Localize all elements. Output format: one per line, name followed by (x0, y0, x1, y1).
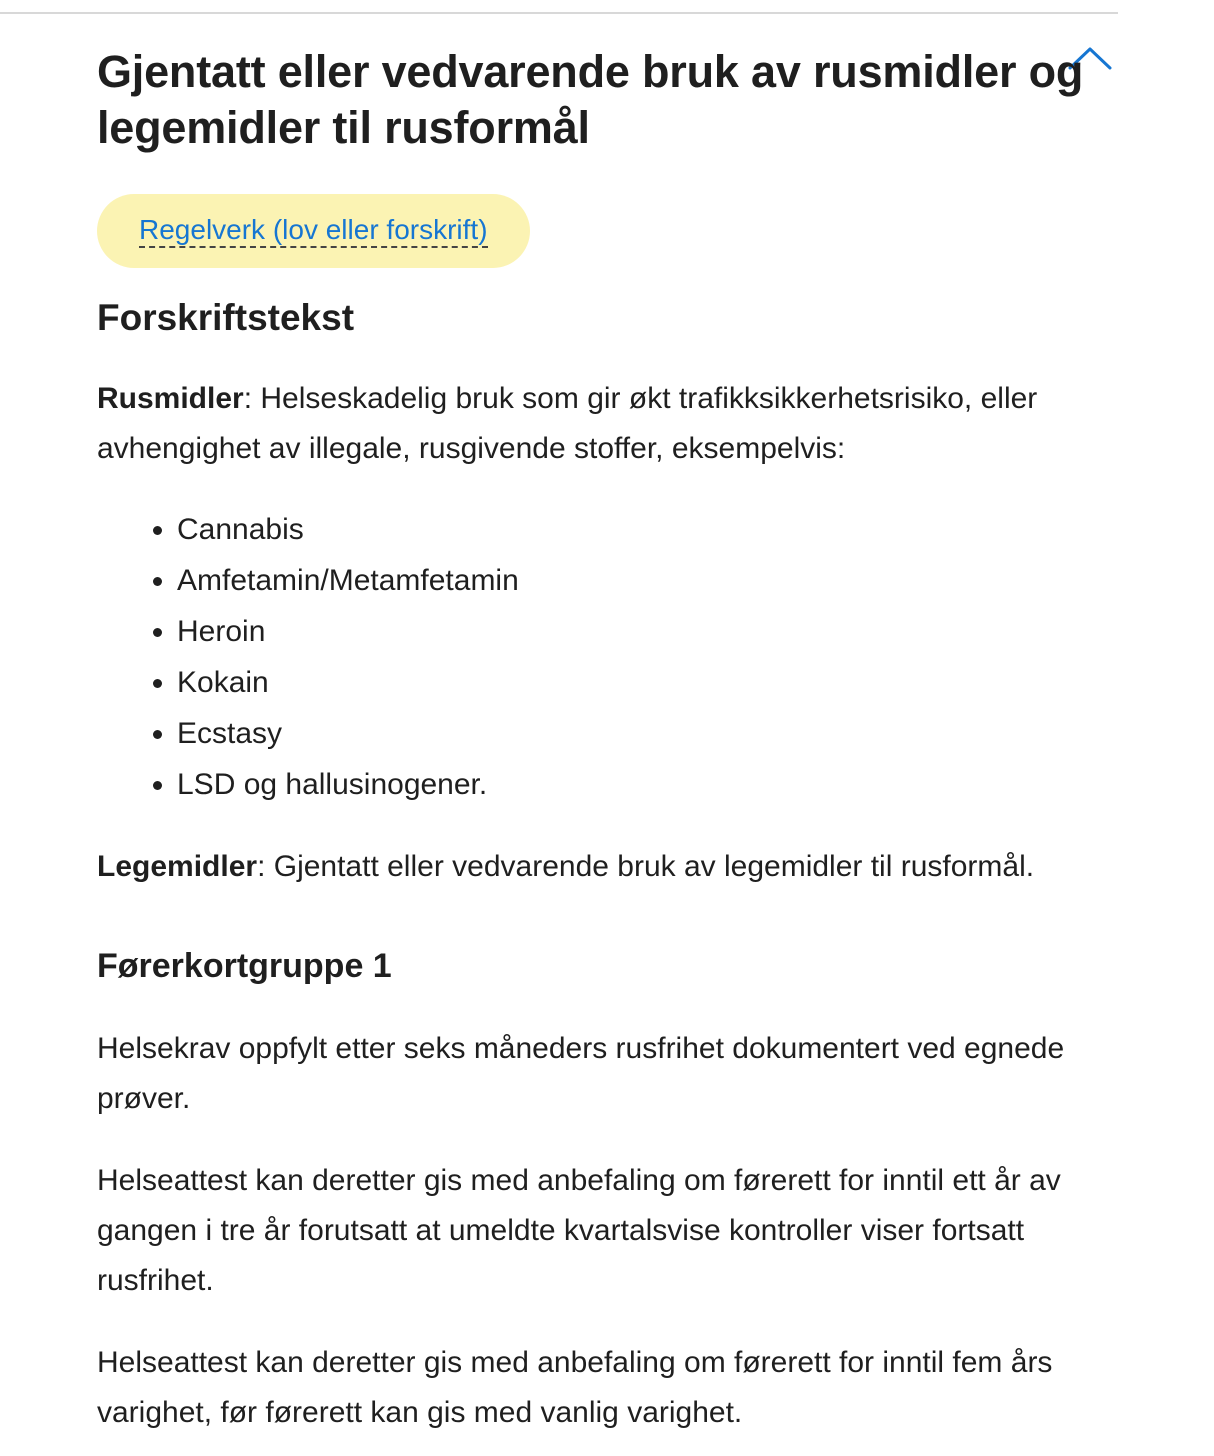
group-title: Førerkortgruppe 1 (97, 947, 392, 985)
page-title: Gjentatt eller vedvarende bruk av rusmidler og legemidler til rusformål (97, 46, 1084, 153)
list-item: • Cannabis (177, 504, 1107, 555)
legemidler-paragraph (97, 842, 1107, 892)
section-title: Forskriftstekst (97, 297, 355, 338)
list-item: • Amfetamin/Metamfetamin (177, 555, 1107, 606)
legemidler-term: Legemidler (97, 850, 258, 883)
regulation-link[interactable]: Regelverk (lov eller forskrift) (139, 214, 488, 248)
accordion-content (97, 44, 1107, 1438)
legemidler-text: : Gjentatt eller vedvarende bruk av legemidler til rusformål. (257, 850, 1035, 883)
rusmidler-paragraph (97, 374, 1107, 474)
group-paragraph: Helseattest kan deretter gis med anbefaling om førerett for inntil ett år av gangen i tre år forutsatt at umeldte kvartalsvise kontroller viser fortsatt rusfrihet. (97, 1164, 1061, 1297)
list-item: • Heroin (177, 606, 1107, 657)
group-paragraph: Helseattest kan deretter gis med anbefaling om førerett for inntil fem års varighet, før førerett kan gis med vanlig varighet. (97, 1346, 1053, 1429)
substance-list (97, 504, 1107, 810)
regulation-tag (97, 194, 530, 268)
list-item: • Ecstasy (177, 708, 1107, 759)
rusmidler-text: : Helseskadelig bruk som gir økt trafikksikkerhetsrisiko, eller avhengighet av illegale, rusgivende stoffer, eksempelvis: (97, 382, 1038, 465)
group-paragraph: Helsekrav oppfylt etter seks måneders rusfrihet dokumentert ved egnede prøver. (97, 1032, 1065, 1115)
top-divider (0, 12, 1118, 14)
list-item: • Kokain (177, 657, 1107, 708)
list-item: • LSD og hallusinogener. (177, 759, 1107, 810)
rusmidler-term: Rusmidler (97, 382, 244, 415)
